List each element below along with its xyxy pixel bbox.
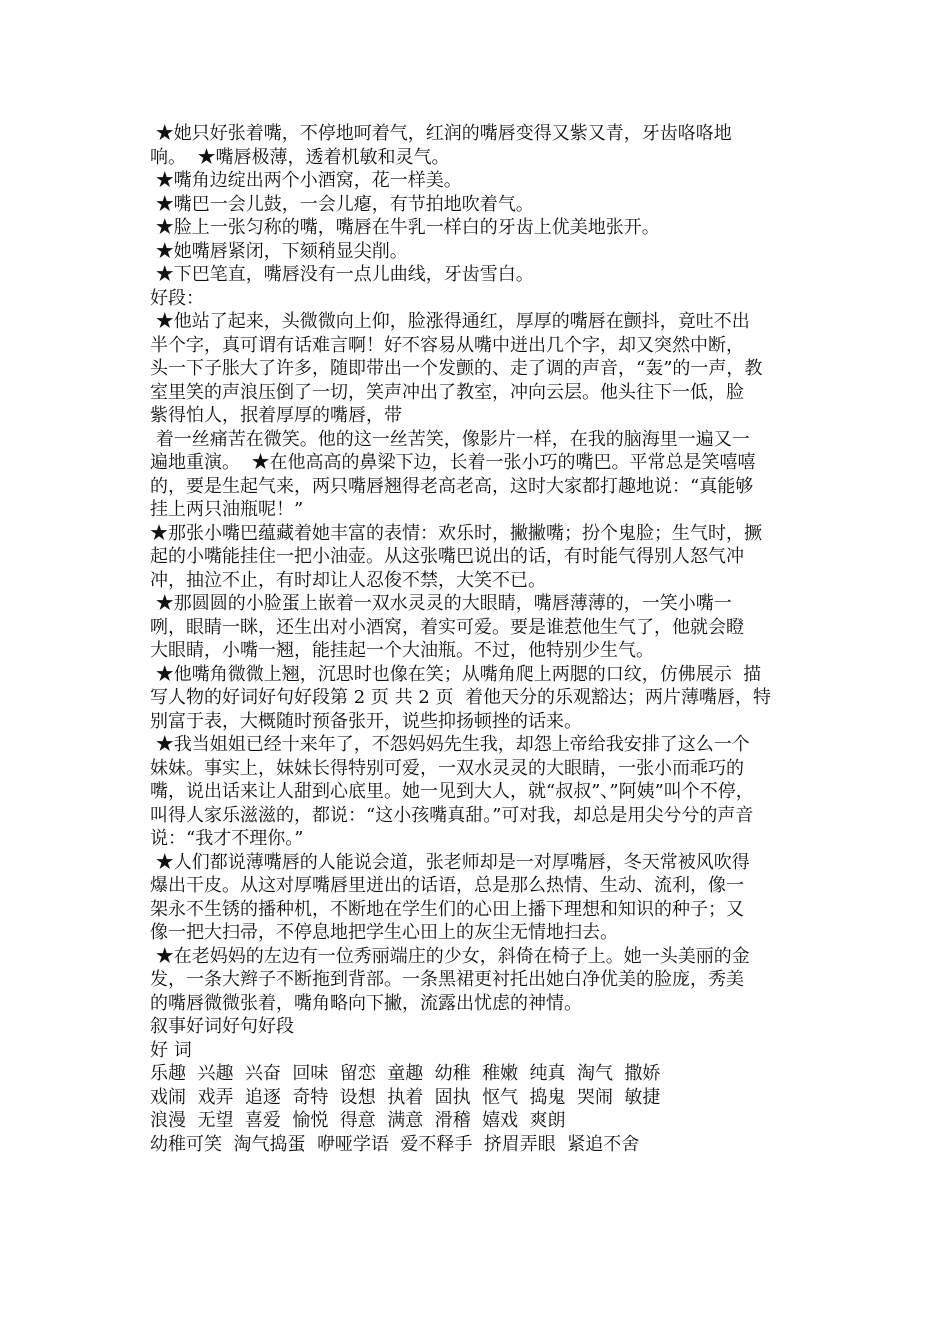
- text-line: 的，要是生起气来，两只嘴唇翘得老高老高，这时大家都打趣地说：“真能够: [150, 475, 754, 497]
- word-list-line: 浪漫 无望 喜爱 愉悦 得意 满意 滑稽 嬉戏 爽朗: [150, 1110, 566, 1131]
- text-line: 像一把大扫帚，不停息地把学生心田上的灰尘无情地扫去。: [150, 922, 618, 943]
- text-line: 室里笑的声浪压倒了一切，笑声冲出了教室，冲向云层。他头往下一低，脸: [150, 381, 744, 403]
- text-line: 咧，眼睛一眯，还生出对小酒窝，着实可爱。要是谁惹他生气了，他就会瞪: [150, 616, 744, 638]
- word-list-line: 乐趣 兴趣 兴奋 回味 留恋 童趣 幼稚 稚嫩 纯真 淘气 撒娇: [150, 1063, 661, 1084]
- text-line: ★她只好张着嘴，不停地呵着气，红润的嘴唇变得又紫又青，牙齿咯咯地: [150, 123, 732, 144]
- text-line: 架永不生锈的播种机，不断地在学生们的心田上播下理想和知识的种子；又: [150, 898, 744, 920]
- text-line: ★那张小嘴巴蕴藏着她丰富的表情：欢乐时，撇撇嘴；扮个鬼脸；生气时，撅: [150, 522, 762, 544]
- text-line: ★在老妈妈的左边有一位秀丽端庄的少女，斜倚在椅子上。她一头美丽的金: [150, 945, 750, 967]
- text-line: ★那圆圆的小脸蛋上嵌着一双水灵灵的大眼睛，嘴唇薄薄的，一笑小嘴一: [150, 593, 732, 614]
- text-line: 的嘴唇微微张着，嘴角略向下撇，流露出忧虑的神情。: [150, 992, 582, 1014]
- text-line: 大眼睛，小嘴一翘，能挂起一个大油瓶。不过，他特别少生气。: [150, 640, 654, 661]
- section-heading: 好段：: [150, 287, 204, 309]
- text-line: ★脸上一张匀称的嘴，嘴唇在牛乳一样白的牙齿上优美地张开。: [150, 217, 660, 238]
- text-line: 紫得怕人，抿着厚厚的嘴唇，带: [150, 405, 402, 426]
- text-line: 半个字，真可谓有话难言啊！好不容易从嘴中迸出几个字，却又突然中断，: [150, 334, 744, 356]
- text-line: ★他站了起来，头微微向上仰，脸涨得通红，厚厚的嘴唇在颤抖，竟吐不出: [150, 311, 750, 332]
- text-line: 响。 ★嘴唇极薄，透着机敏和灵气。: [150, 146, 450, 168]
- text-line: 嘴，说出话来让人甜到心底里。她一见到大人，就“叔叔”、”阿姨”叫个不停，: [150, 781, 754, 802]
- text-line: 挂上两只油瓶呢！”: [150, 499, 304, 520]
- text-line: 发，一条大辫子不断拖到背部。一条黑裙更衬托出她白净优美的脸庞，秀美: [150, 969, 744, 990]
- text-line: ★下巴笔直，嘴唇没有一点儿曲线，牙齿雪白。: [150, 264, 534, 285]
- text-line: 说：“我才不理你。”: [150, 828, 304, 849]
- text-line: 遍地重演。 ★在他高高的鼻梁下边，长着一张小巧的嘴巴。平常总是笑嘻嘻: [150, 452, 756, 473]
- text-line: ★人们都说薄嘴唇的人能说会道，张老师却是一对厚嘴唇，冬天常被风吹得: [150, 851, 750, 873]
- text-line: ★我当姐姐已经十来年了，不怨妈妈先生我，却怨上帝给我安排了这么一个: [150, 734, 750, 755]
- text-line: 冲，抽泣不止，有时却让人忍俊不禁，大笑不已。: [150, 569, 546, 591]
- text-line: 妹妹。事实上，妹妹长得特别可爱，一双水灵灵的大眼睛，一张小而乖巧的: [150, 757, 744, 779]
- section-heading: 好 词: [150, 1039, 192, 1061]
- section-heading: 叙事好词好句好段: [150, 1016, 294, 1037]
- word-list-line: 戏闹 戏弄 追逐 奇特 设想 执着 固执 怄气 捣鬼 哭闹 敏捷: [150, 1086, 661, 1108]
- document-page: [150, 122, 805, 1156]
- text-line: 着一丝痛苦在微笑。他的这一丝苦笑，像影片一样，在我的脑海里一遍又一: [150, 428, 750, 450]
- text-line: 写人物的好词好句好段第 2 页 共 2 页 着他天分的乐观豁达；两片薄嘴唇，特: [150, 687, 771, 708]
- text-line: ★嘴巴一会儿鼓，一会儿瘪，有节拍地吹着气。: [150, 193, 534, 215]
- text-line: ★嘴角边绽出两个小酒窝，花一样美。: [150, 170, 462, 191]
- text-line: 别富于表，大概随时预备张开，说些抑扬顿挫的话来。: [150, 710, 582, 732]
- text-line: 起的小嘴能挂住一把小油壶。从这张嘴巴说出的话，有时能气得别人怒气冲: [150, 546, 744, 567]
- text-line: ★他嘴角微微上翘，沉思时也像在笑；从嘴角爬上两腮的口纹，仿佛展示 描: [150, 663, 762, 685]
- text-line: ★她嘴唇紧闭，下颏稍显尖削。: [150, 240, 408, 262]
- text-line: 叫得人家乐滋滋的，都说：“这小孩嘴真甜。”可对我，却总是用尖兮兮的声音: [150, 804, 754, 826]
- text-line: 头一下子胀大了许多，随即带出一个发颤的、走了调的声音，“轰”的一声，教: [150, 358, 763, 379]
- word-list-line: 幼稚可笑 淘气捣蛋 咿哑学语 爱不释手 挤眉弄眼 紧追不舍: [150, 1133, 640, 1155]
- text-line: 爆出干皮。从这对厚嘴唇里迸出的话语，总是那么热情、生动、流利，像一: [150, 875, 744, 896]
